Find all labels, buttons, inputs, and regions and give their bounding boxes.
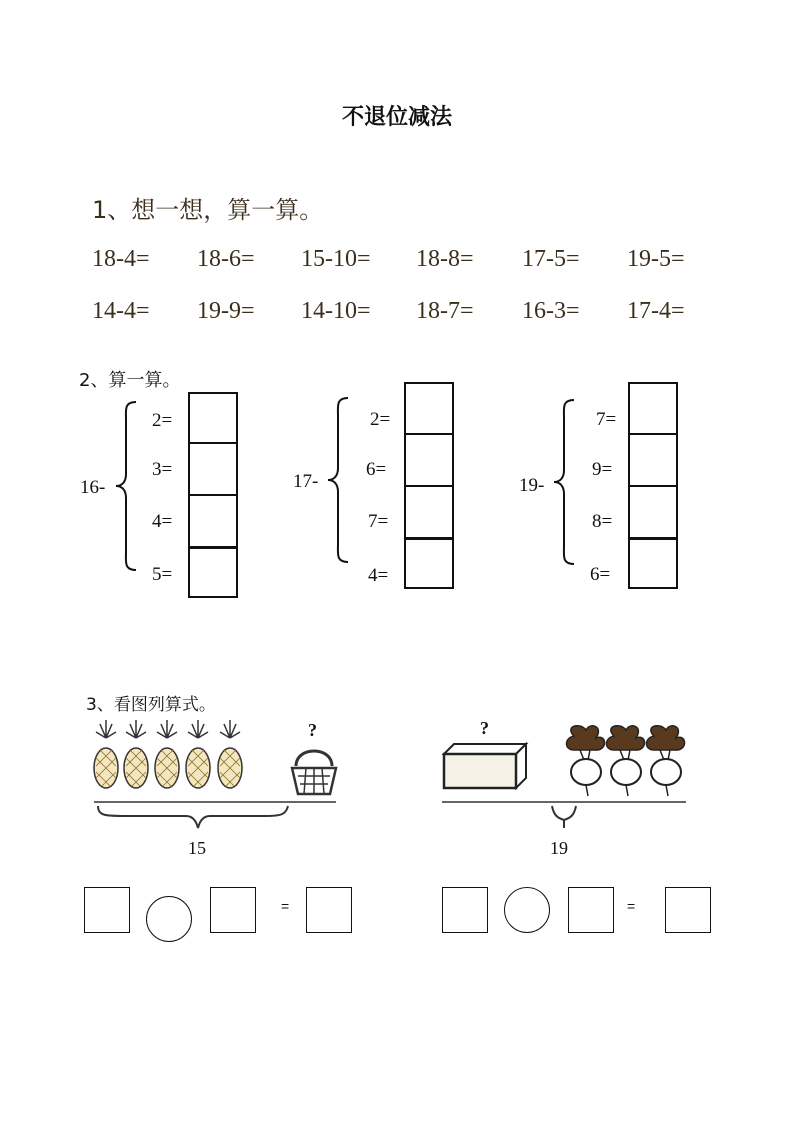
minuend-label: 17- [293,471,319,492]
answer-box[interactable] [628,433,678,487]
subtrahend-label: 4= [152,511,173,532]
answer-box[interactable] [628,485,678,539]
answer-box[interactable] [188,546,238,598]
subtrahend-label: 6= [366,459,387,480]
page-title: 不退位减法 [341,105,452,130]
minuend-label: 19- [519,475,545,496]
subtrahend-label: 7= [596,409,617,430]
answer-box[interactable] [210,887,256,933]
answer-box[interactable] [188,494,238,548]
pineapples-illustration [86,716,346,836]
subtrahend-label: 6= [590,564,611,585]
equation: 19-9= [197,298,255,324]
minuend-label: 16- [80,477,106,498]
radish-icon [647,726,685,796]
section1-heading: 1、想一想，算一算。 [92,196,324,224]
answer-box[interactable] [404,382,454,435]
answer-box[interactable] [568,887,614,933]
equation: 18-8= [416,246,474,272]
box-icon [444,744,526,788]
section2-heading: 2、算一算。 [79,370,181,391]
equation: 18-4= [92,246,150,272]
equation: 17-5= [522,246,580,272]
equation: 16-3= [522,298,580,324]
answer-box[interactable] [404,537,454,589]
pineapple-icon [218,720,242,788]
equation: 19-5= [627,246,685,272]
subtrahend-label: 4= [368,565,389,586]
operator-circle[interactable] [146,896,192,942]
pineapple-icon [94,720,118,788]
equation: 17-4= [627,298,685,324]
question-mark: ? [480,718,489,738]
subtrahend-label: 5= [152,564,173,585]
subtrahend-label: 8= [592,511,613,532]
equals-sign: = [627,898,636,914]
subtrahend-label: 3= [152,459,173,480]
answer-box[interactable] [306,887,352,933]
subtrahend-label: 2= [370,409,391,430]
answer-box[interactable] [628,382,678,435]
pineapple-icon [155,720,179,788]
curly-brace-icon [326,396,352,564]
total-label: 19 [550,838,568,858]
operator-circle[interactable] [504,887,550,933]
answer-box[interactable] [188,392,238,444]
curly-brace-icon [552,398,578,566]
answer-box[interactable] [442,887,488,933]
equation: 15-10= [301,246,371,272]
equation: 18-6= [197,246,255,272]
total-label: 15 [188,838,206,858]
pineapple-icon [186,720,210,788]
equation: 14-4= [92,298,150,324]
equation: 14-10= [301,298,371,324]
radishes-illustration [440,716,690,836]
answer-box[interactable] [84,887,130,933]
curly-brace-icon [114,400,140,572]
question-mark: ? [308,720,317,740]
radish-icon [567,726,605,796]
answer-box[interactable] [665,887,711,933]
basket-icon [292,751,336,794]
answer-box[interactable] [628,537,678,589]
radish-icon [607,726,645,796]
section3-heading: 3、看图列算式。 [86,695,216,715]
pineapple-icon [124,720,148,788]
answer-box[interactable] [404,433,454,487]
equation: 18-7= [416,298,474,324]
subtrahend-label: 9= [592,459,613,480]
answer-box[interactable] [404,485,454,539]
equals-sign: = [281,898,290,914]
answer-box[interactable] [188,442,238,496]
subtrahend-label: 2= [152,410,173,431]
subtrahend-label: 7= [368,511,389,532]
